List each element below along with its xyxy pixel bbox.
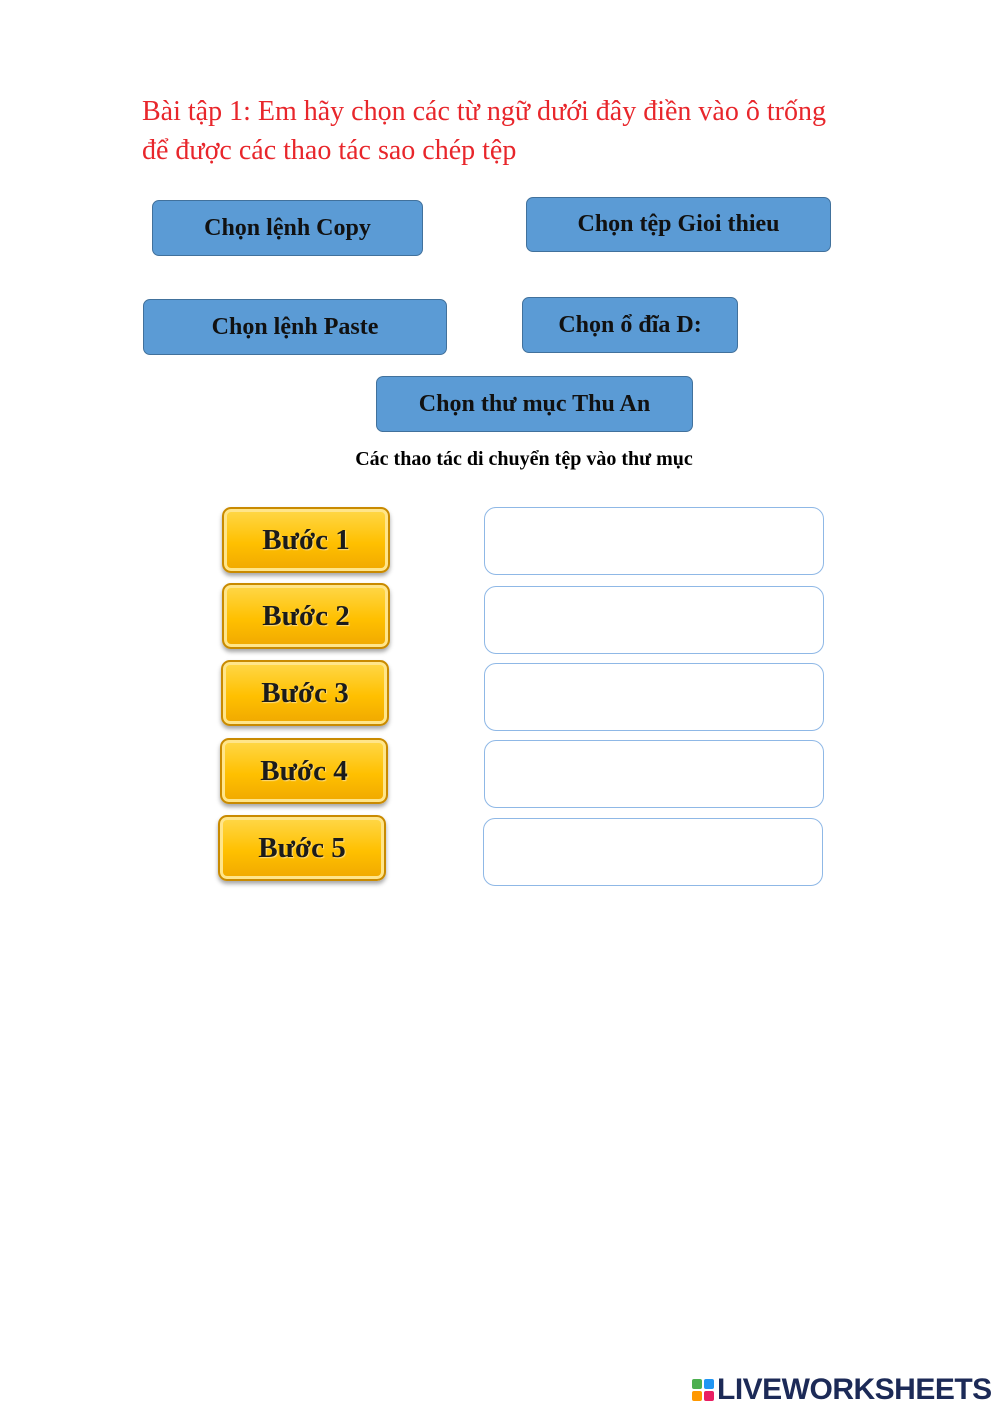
step-4-label: Bước 4	[220, 738, 388, 804]
option-chon-o-dia-d[interactable]: Chọn ổ đĩa D:	[522, 297, 738, 353]
step-2-label: Bước 2	[222, 583, 390, 649]
answer-slot-5[interactable]	[483, 818, 823, 886]
logo-square-3	[692, 1391, 702, 1401]
answer-slot-2[interactable]	[484, 586, 824, 654]
answer-slot-1[interactable]	[484, 507, 824, 575]
exercise-title-line-1: Bài tập 1: Em hãy chọn các từ ngữ dưới đây điền vào ô trống	[142, 96, 826, 127]
step-1-label: Bước 1	[222, 507, 390, 573]
answer-slot-3[interactable]	[484, 663, 824, 731]
liveworksheets-logo-text: LIVEWORKSHEETS	[717, 1373, 992, 1406]
exercise-title	[142, 92, 942, 170]
liveworksheets-logo	[692, 1374, 992, 1406]
answer-slot-4[interactable]	[484, 740, 824, 808]
section-subtitle: Các thao tác di chuyển tệp vào thư mục	[355, 448, 693, 470]
option-chon-lenh-paste[interactable]: Chọn lệnh Paste	[143, 299, 447, 355]
exercise-title-line-2: để được các thao tác sao chép tệp	[142, 135, 517, 166]
option-chon-thu-muc-thu-an[interactable]: Chọn thư mục Thu An	[376, 376, 693, 432]
logo-square-1	[692, 1379, 702, 1389]
step-5-label: Bước 5	[218, 815, 386, 881]
liveworksheets-logo-icon	[692, 1379, 714, 1401]
logo-square-4	[704, 1391, 714, 1401]
step-3-label: Bước 3	[221, 660, 389, 726]
option-chon-lenh-copy[interactable]: Chọn lệnh Copy	[152, 200, 423, 256]
option-chon-tep-gioi-thieu[interactable]: Chọn tệp Gioi thieu	[526, 197, 831, 252]
logo-square-2	[704, 1379, 714, 1389]
